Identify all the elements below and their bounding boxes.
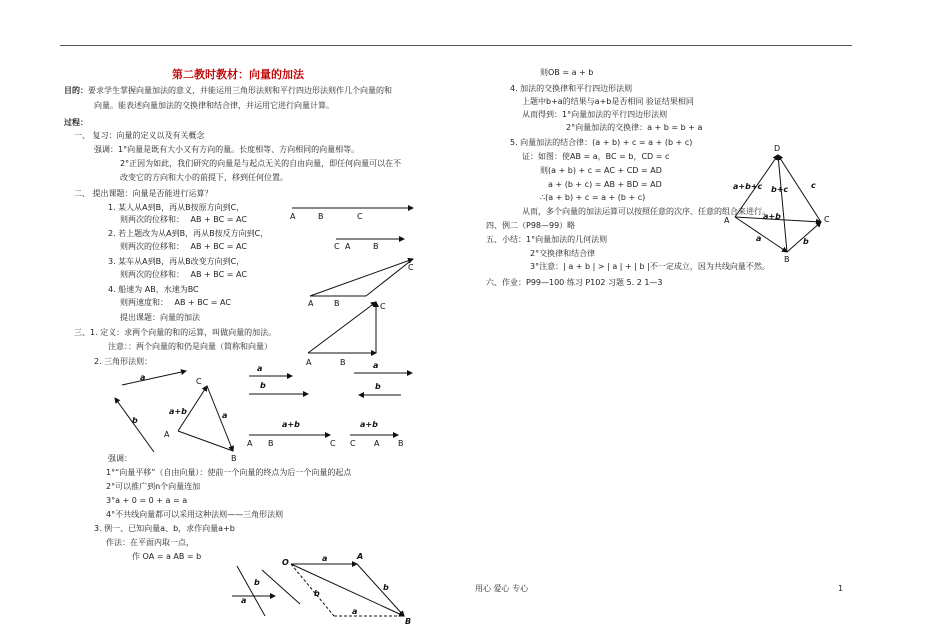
diagram-case-2 [334,239,404,251]
label-b: b [314,589,320,598]
construction-step: 作法：在平面内取一点， [106,538,194,547]
label-b: b [254,578,260,587]
diagram-example-vectors [232,566,300,616]
emphasis-4: 4°不共线向量都可以采用这种法则——三角形法则 [106,510,284,519]
label-a: a [322,554,328,563]
label-A: A [357,552,364,561]
footer-motto: 用心 爱心 专心 [475,584,529,593]
emphasis-1: 1°“向量平移”（自由向量）：使前一个向量的终点为后一个向量的起点 [106,468,352,477]
associative-heading: 5. 向量加法的结合律：(a + b) + c = a + (b + c) [510,138,693,147]
construction-label: 作 [132,552,140,561]
case-1-formula: AB + BC = AC [190,215,247,224]
label-bc: b+c [771,185,789,194]
homework: 六、作业：P99—100 练习 P102 习题 5. 2 1—3 [486,278,663,287]
commutative-check: 上题中b+a的结果与a+b是否相同 验证结果相同 [522,97,694,106]
case-3-formula: AB + BC = AC [190,270,247,279]
label-A: A [290,212,296,221]
emphasis-label: 强调： [108,454,132,463]
label-A: A [247,439,253,448]
label-abc: a+b+c [733,182,763,191]
diagram-associative [724,144,830,264]
label-a: a [756,234,762,243]
label-D: D [774,144,781,153]
label-A: A [306,358,312,367]
case-4-label: 4. 船速为 [108,285,143,294]
label-c: c [811,181,816,190]
parallelogram-rule: 从而得到：1°向量加法的平行四边形法则 [522,110,668,119]
summary-3: 3°注意：| a + b | > | a | + | b |不一定成立，因为共线向量不然。 [530,262,770,271]
label-b: b [132,416,138,425]
summary-2: 2°交换律和结合律 [530,249,596,258]
case-2-label: 则两次的位移和： [120,242,184,251]
label-B: B [405,617,412,626]
page-number: 1 [838,584,844,593]
label-C: C [196,377,202,386]
label-C: C [350,439,356,448]
case-4-label-b: ，水速为 [155,285,188,294]
label-b: b [260,381,266,390]
label-C: C [334,242,340,251]
ob-result: 则OB = a + b [540,68,594,77]
example-2: 四、例二（P98—99）略 [486,221,576,230]
label-A: A [724,216,730,225]
goal-line-2: 向量。能表述向量加法的交换律和结合律，并运用它进行向量计算。 [94,101,334,110]
label-B: B [268,439,274,448]
label-A: A [374,439,380,448]
label-C: C [408,263,414,272]
definition: 三、1. 定义：求两个向量的和的运算，叫做向量的加法。 [74,328,277,337]
label-ab: a+b [282,420,300,429]
label-C: C [357,212,363,221]
proof-setup: 证：如图：使AB = a，BC = b，CD = c [522,152,670,161]
page-title: 第二教时教材：向量的加法 [172,68,304,81]
diagram-case-1 [290,208,413,221]
label-b: b [383,583,389,592]
summary-heading: 五、小结：1°向量加法的几何法则 [486,235,608,244]
case-4-formula: AB + BC = AC [174,298,231,307]
label-O: O [282,558,289,567]
label-B: B [398,439,404,448]
case-2-formula: AB + BC = AC [190,242,247,251]
diagram-example-construction [282,552,411,626]
case-2: 2. 若上题改为从A到B，再从B按反方向到C， [108,229,269,238]
label-A: A [164,430,170,439]
label-B: B [784,255,790,264]
process-label: 过程： [64,118,88,127]
label-B: B [340,358,346,367]
goal-text-1: 要求学生掌握向量加法的意义，并能运用三角形法则和平行四边形法则作几个向量的和 [88,86,392,95]
label-b: b [375,382,381,391]
label-a: a [241,596,247,605]
case-4-bc: BC [187,285,199,294]
label-ab: a+b [169,407,187,416]
label-b: b [803,237,809,246]
review-point-1: 强调：1°向量是既有大小又有方向的量。长度相等、方向相同的向量相等。 [94,145,360,154]
construction-formula: OA = a AB = b [142,552,202,561]
topic-proposal: 提出课题：向量的加法 [120,313,200,322]
case-1-label: 则两次的位移和： [120,215,184,224]
case-3: 3. 某车从A到B，再从B改变方向到C， [108,257,245,266]
topic-heading: 二、 提出课题：向量是否能进行运算？ [74,189,213,198]
label-A: A [308,299,314,308]
label-B: B [318,212,324,221]
diagram-triangle-rule [115,371,237,463]
triangle-rule-heading: 2. 三角形法则： [94,357,153,366]
goal-label: 目的： [64,86,88,95]
diagram-collinear-sum-2 [350,420,404,448]
case-3-label: 则两次的位移和： [120,270,184,279]
proof-step-1: 则(a + b) + c = AC + CD = AD [540,166,662,175]
label-A: A [345,242,351,251]
label-a: a [140,373,146,382]
review-heading: 一、 复习：向量的定义以及有关概念 [74,131,205,140]
case-4-sum-label: 则两速度和： [120,298,168,307]
proof-conclusion: ∴(a + b) + c = a + (b + c) [540,193,646,202]
label-C: C [824,215,830,224]
diagram-case-4 [306,302,386,367]
label-C: C [380,302,386,311]
label-C: C [330,439,336,448]
review-point-2: 2°正因为如此，我们研究的向量是与起点无关的自由向量，即任何向量可以在不 [120,159,402,168]
commutative-heading: 4. 加法的交换律和平行四边形法则 [510,84,633,93]
case-1: 1. 某人从A到B，再从B按原方向到C， [108,203,245,212]
review-point-2-cont: 改变它的方向和大小的前提下，移到任何位置。 [120,173,288,182]
label-a: a [373,361,379,370]
label-B: B [373,242,379,251]
label-a: a [257,364,263,373]
proof-step-2: a + (b + c) = AB + BD = AD [548,180,662,189]
label-ab: a+b [763,212,781,221]
label-ab: a+b [360,420,378,429]
emphasis-2: 2°可以推广到n个向量连加 [106,482,201,491]
case-4-ab: AB [144,285,156,294]
definition-note: 注意：：两个向量的和仍是向量（简称和向量） [108,342,272,351]
diagram-collinear-vectors [249,361,412,395]
example-1: 3. 例一、已知向量a、b，求作向量a+b [94,524,235,533]
associative-remark: 从而，多个向量的加法运算可以按照任意的次序、任意的组合来进行。 [522,207,770,216]
label-a: a [222,411,228,420]
commutative-law: 2°向量加法的交换律：a + b = b + a [566,123,703,132]
label-B: B [231,454,237,463]
emphasis-3: 3°a + 0 = 0 + a = a [106,496,188,505]
label-B: B [334,299,340,308]
label-a: a [352,607,358,616]
diagram-case-3 [308,259,414,308]
diagram-collinear-sum-1 [247,420,336,448]
